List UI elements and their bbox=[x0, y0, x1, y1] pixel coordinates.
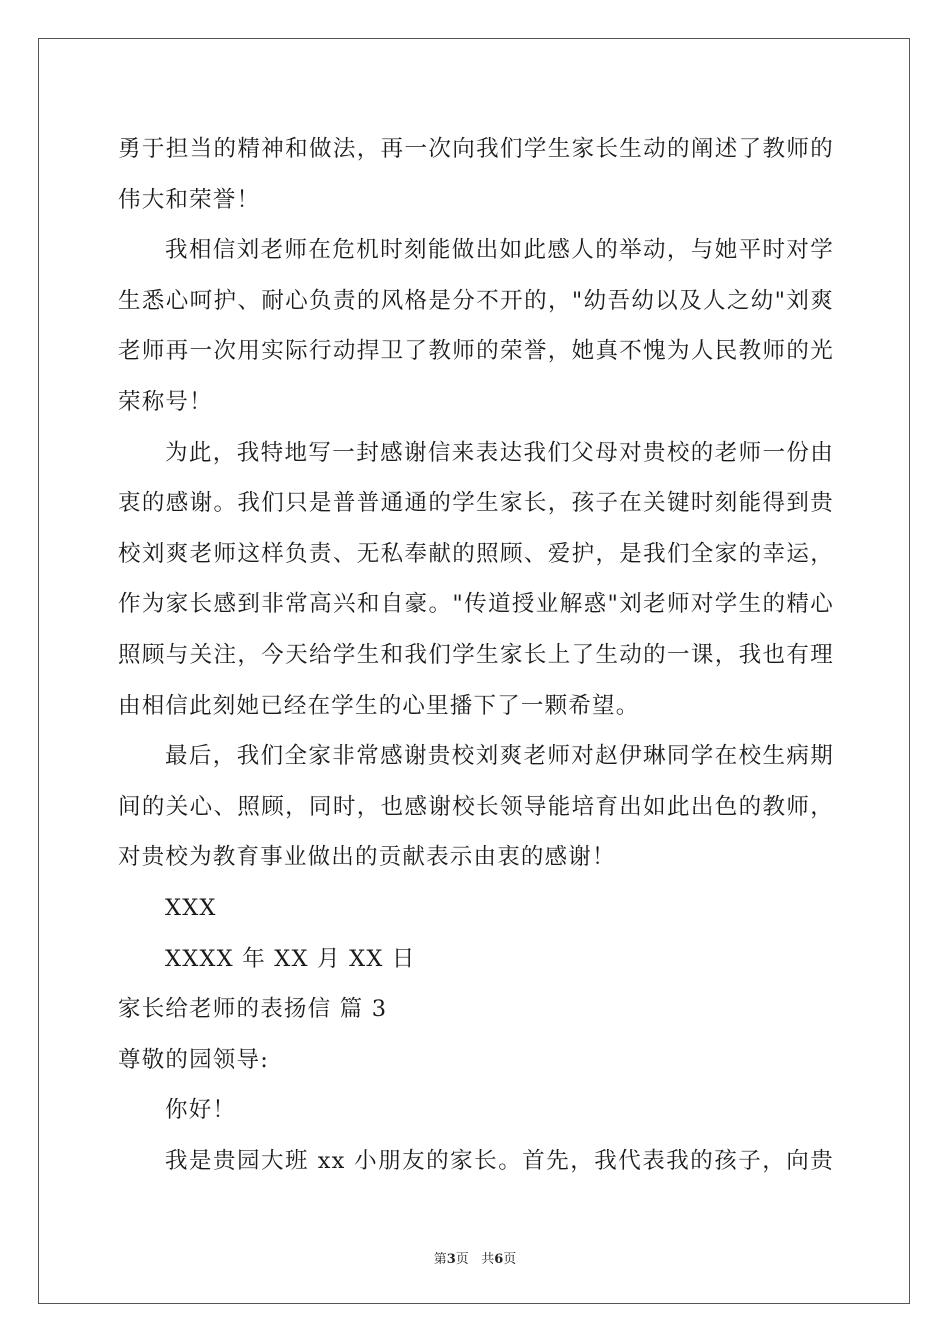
paragraph-line: 照顾与关注，今天给学生和我们学生家长上了生动的一课，我也有理 bbox=[118, 641, 834, 668]
paragraph-line: 荣称号！ bbox=[118, 388, 213, 415]
paragraph-line: 由相信此刻她已经在学生的心里播下了一颗希望。 bbox=[118, 692, 640, 719]
paragraph-line: 老师再一次用实际行动捍卫了教师的荣誉，她真不愧为人民教师的光 bbox=[118, 338, 834, 365]
paragraph-line: 作为家长感到非常高兴和自豪。"传道授业解惑"刘老师对学生的精心 bbox=[118, 591, 834, 618]
paragraph-line: 衷的感谢。我们只是普普通通的学生家长，孩子在关键时刻能得到贵 bbox=[118, 490, 834, 517]
total-pages-suffix: 页 bbox=[503, 1252, 517, 1267]
page-number-prefix: 第 bbox=[433, 1252, 447, 1267]
paragraph-line: 对贵校为教育事业做出的贡献表示由衷的感谢！ bbox=[118, 844, 616, 871]
salutation: 尊敬的园领导: bbox=[118, 1046, 269, 1073]
signature-name: XXX bbox=[165, 894, 217, 921]
section-heading: 家长给老师的表扬信 篇 3 bbox=[118, 996, 388, 1023]
greeting: 你好！ bbox=[165, 1097, 237, 1124]
page-footer bbox=[0, 1248, 950, 1267]
paragraph-line: 伟大和荣誉！ bbox=[118, 186, 261, 213]
page-number-suffix: 页 bbox=[455, 1252, 469, 1267]
paragraph-line: 我相信刘老师在危机时刻能做出如此感人的举动，与她平时对学 bbox=[165, 237, 834, 264]
paragraph-line: 最后，我们全家非常感谢贵校刘爽老师对赵伊琳同学在校生病期 bbox=[165, 743, 834, 770]
signature-date: XXXX 年 XX 月 XX 日 bbox=[165, 945, 416, 972]
paragraph-line: 间的关心、照顾，同时，也感谢校长领导能培育出如此出色的教师， bbox=[118, 793, 834, 820]
document-body bbox=[118, 124, 834, 1186]
current-page-number: 3 bbox=[446, 1252, 456, 1267]
paragraph-line: 为此，我特地写一封感谢信来表达我们父母对贵校的老师一份由 bbox=[165, 439, 834, 466]
paragraph-line: 校刘爽老师这样负责、无私奉献的照顾、爱护，是我们全家的幸运， bbox=[118, 540, 834, 567]
paragraph-line: 生悉心呵护、耐心负责的风格是分不开的，"幼吾幼以及人之幼"刘爽 bbox=[118, 287, 834, 314]
total-page-count: 6 bbox=[494, 1252, 504, 1267]
paragraph-line: 勇于担当的精神和做法，再一次向我们学生家长生动的阐述了教师的 bbox=[118, 136, 834, 162]
paragraph-line: 我是贵园大班 xx 小朋友的家长。首先，我代表我的孩子，向贵 bbox=[165, 1147, 834, 1174]
total-pages-prefix: 共 bbox=[481, 1252, 495, 1267]
